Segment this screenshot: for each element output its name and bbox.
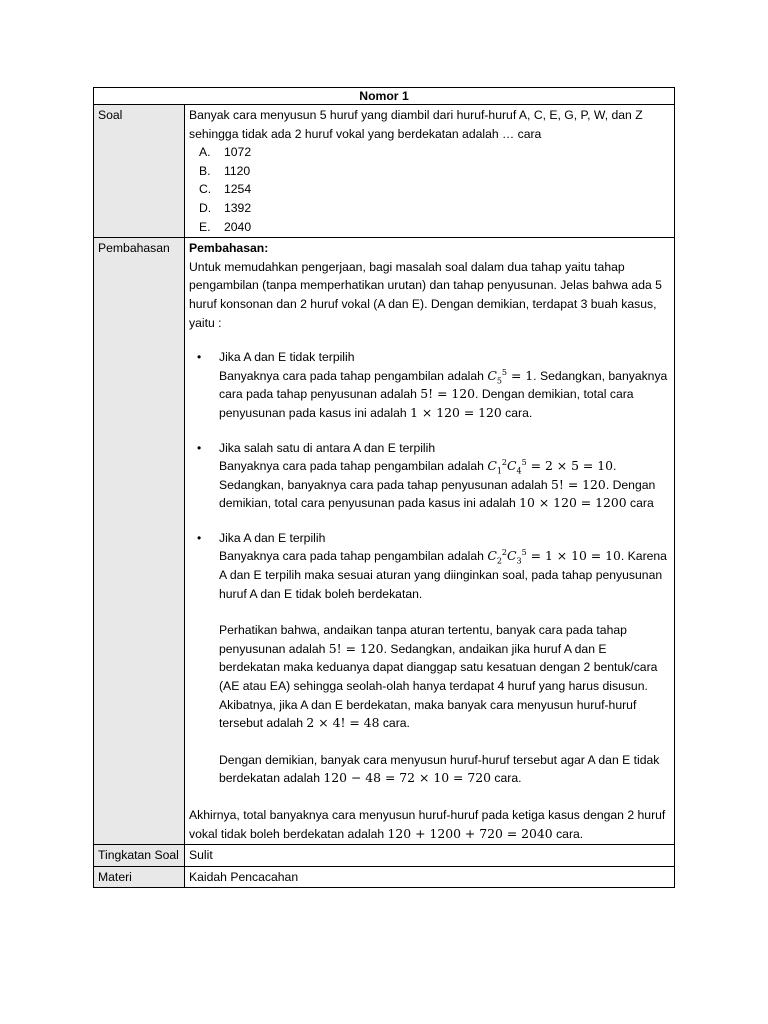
option-b: B. 1120 — [199, 163, 251, 178]
row-label-materi: Materi — [94, 866, 185, 888]
case-1 — [189, 348, 670, 422]
case-2 — [189, 439, 670, 513]
combination-formula: $C_2^2C_3^5$ — [487, 548, 527, 566]
case-3 — [189, 529, 670, 788]
case-2-text: Banyaknya cara pada tahap pengambilan adalah $C_1^2C_4^5 = 2 \times 5 = 10$. Sedangkan, banyaknya cara pada tahap penyusunan adalah 5! = 120. Dengan demikian, total cara penyusunan pada kasus ini adalah 10 × 120 = 1200 cara — [219, 457, 656, 511]
soal-cell — [185, 105, 675, 238]
row-label-pembahasan: Pembahasan — [94, 238, 185, 845]
closing-text: Akhirnya, total banyaknya cara menyusun huruf-huruf pada ketiga kasus dengan 2 huruf vokal tidak boleh berdekatan adalah 120 + 1200 + 720 = 2040 cara. — [189, 808, 666, 841]
case-1-title: Jika A dan E tidak terpilih — [219, 350, 355, 365]
tingkatan-value: Sulit — [185, 845, 675, 867]
bullet-icon — [189, 529, 219, 788]
pembahasan-cell — [185, 238, 675, 845]
pembahasan-intro: Untuk memudahkan pengerjaan, bagi masalah soal dalam dua tahap yaitu tahap pengambilan (tanpa memperhatikan urutan) dan tahap penyusunan. Jelas bahwa ada 5 huruf konsonan dan 2 huruf vokal (A dan E). Dengan demikian, terdapat 3 buah kasus, yaitu : — [189, 259, 662, 330]
case-2-title: Jika salah satu di antara A dan E terpilih — [219, 440, 436, 455]
bullet-icon — [189, 439, 219, 513]
case-3-text: Banyaknya cara pada tahap pengambilan adalah $C_2^2C_3^5 = 1 \times 10 = 10$. Karena A dan E terpilih maka sesuai aturan yang diinginkan soal, pada tahap penyusunan huruf A dan E tidak boleh berdekatan. — [219, 548, 667, 601]
combination-formula: $C_5^5$ — [487, 367, 507, 386]
option-d: D. 1392 — [199, 200, 252, 215]
materi-value: Kaidah Pencacahan — [185, 866, 675, 888]
combination-formula: $C_1^2C_4^5$ — [487, 457, 527, 476]
option-a: A. 1072 — [199, 145, 252, 160]
bullet-icon — [189, 348, 219, 422]
case-1-text: Banyaknya cara pada tahap pengambilan adalah $C_5^5 = 1$. Sedangkan, banyaknya cara pada tahap penyusunan adalah 5! = 120. Dengan demikian, total cara penyusunan pada kasus ini adalah 1 × 120 = 120 cara. — [219, 367, 668, 420]
question-table — [93, 87, 675, 888]
pembahasan-title: Pembahasan: — [189, 241, 269, 256]
table-header: Nomor 1 — [94, 88, 675, 105]
case-3-paragraph-3: Dengan demikian, banyak cara menyusun huruf-huruf tersebut agar A dan E tidak berdekatan adalah 120 − 48 = 72 × 10 = 720 cara. — [219, 752, 660, 786]
row-label-tingkatan: Tingkatan Soal — [94, 845, 185, 867]
question-text: Banyak cara menyusun 5 huruf yang diambil dari huruf-huruf A, C, E, G, P, W, dan Z sehingga tidak ada 2 huruf vokal yang berdekatan adalah … cara — [189, 108, 643, 141]
row-label-soal: Soal — [94, 105, 185, 238]
case-3-title: Jika A dan E terpilih — [219, 530, 326, 545]
case-3-paragraph-2: Perhatikan bahwa, andaikan tanpa aturan tertentu, banyak cara pada tahap penyusunan adalah 5! = 120. Sedangkan, andaikan jika huruf A dan E berdekatan maka keduanya dapat dianggap satu kesatuan dengan 2 bentuk/cara (AE atau EA) sehingga seolah-olah hanya terdapat 4 huruf yang harus disusun. Akibatnya, jika A dan E berdekatan, maka banyak cara menyusun huruf-huruf tersebut adalah 2 × 4! = 48 cara. — [219, 623, 658, 731]
option-c: C. 1254 — [199, 182, 252, 197]
option-e: E. 2040 — [199, 219, 252, 234]
